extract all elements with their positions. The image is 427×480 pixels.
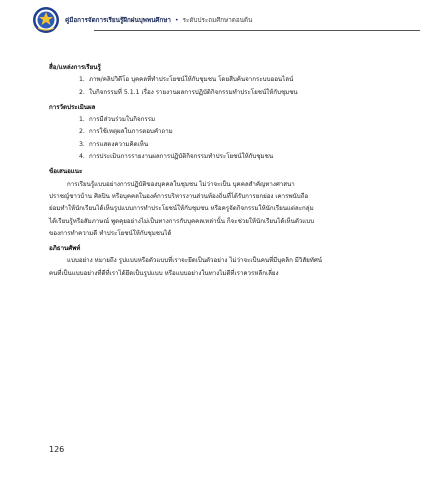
header-separator: •	[174, 17, 179, 24]
paragraph-line: คนที่เป็นแบบอย่างที่ดีที่เราได้ยึดเป็นรูปแบบ หรือแบบอย่างในทางไม่ดีที่เราควรหลีกเลี่ยง	[49, 269, 279, 277]
section-learning-media	[49, 62, 375, 99]
assessment-list	[49, 114, 375, 163]
page-body	[49, 62, 375, 280]
section-heading: ข้อเสนอแนะ	[49, 168, 83, 176]
list-item: 1. การมีส่วนร่วมในกิจกรรม	[79, 116, 156, 124]
page-header	[32, 6, 412, 34]
paragraph-line: ของการทำความดี ทำประโยชน์ให้กับชุมชนได้	[49, 229, 172, 237]
page-number: 126	[49, 445, 65, 454]
section-glossary	[49, 243, 375, 280]
paragraph-line: ปราชญ์ชาวบ้าน ศิลปิน หรือบุคคลในองค์การบริหารงานส่วนท้องถิ่นที่ได้รับการยกย่อง เคารพนับถือ	[49, 192, 309, 200]
section-heading: สื่อ/แหล่งการเรียนรู้	[49, 64, 101, 71]
header-main-title: คู่มือการจัดการเรียนรู้ฝึกฝนบุพพนศึกษา	[65, 17, 171, 24]
list-item: 2. ใบกิจกรรมที่ 5.1.1 เรื่อง รายงานผลการปฏิบัติกิจกรรมทำประโยชน์ให้กับชุมชน	[79, 88, 298, 96]
paragraph-line: ย่อมทำให้นักเรียนได้เห็นรูปแบบการทำประโยชน์ให้กับชุมชน หรือครูจัดกิจกรรมให้นักเรียนแต่ละกลุ่ม	[49, 205, 314, 213]
list-item: 3. การแสดงความคิดเห็น	[79, 140, 149, 148]
section-suggestion	[49, 166, 375, 240]
section-assessment	[49, 102, 375, 163]
institution-logo-icon	[32, 6, 60, 34]
list-item: 1. ภาพ/คลิปวิดีโอ บุคคลที่ทำประโยชน์ให้กับชุมชน โดยสืบค้นจากระบบออนไลน์	[79, 76, 294, 84]
header-subtitle: ระดับประถมศึกษาตอนต้น	[182, 17, 253, 24]
list-item: 4. การประเมินการรายงานผลการปฏิบัติกิจกรรมทำประโยชน์ให้กับชุมชน	[79, 153, 274, 161]
list-item: 2. การใช้เหตุผลในการตอบคำถาม	[79, 128, 173, 136]
glossary-paragraph	[49, 255, 375, 280]
section-heading: อภิธานศัพท์	[49, 245, 81, 253]
paragraph-line: แบบอย่าง หมายถึง รูปแบบหรือตัวแบบที่เราจะยึดเป็นตัวอย่าง ไม่ว่าจะเป็นคนที่มีบุคลิก มีวิสัยทัศน์	[67, 257, 322, 265]
section-heading: การวัดประเมินผล	[49, 103, 96, 111]
paragraph-line: การเรียนรู้แบบอย่างการปฏิบัติของบุคคลในชุมชน ไม่ว่าจะเป็น บุคคลสำคัญทางศาสนา	[67, 180, 295, 188]
media-list	[49, 74, 375, 99]
header-title	[65, 15, 252, 25]
suggestion-paragraph	[49, 179, 375, 240]
paragraph-line: ได้เรียนรู้หรือสัมภาษณ์ พูดคุยอย่างไม่เป็นทางการกับบุคคลเหล่านั้น ก็จะช่วยให้นักเรียนได้เห็นตัวแบบ	[49, 217, 315, 225]
header-rule	[94, 30, 420, 31]
